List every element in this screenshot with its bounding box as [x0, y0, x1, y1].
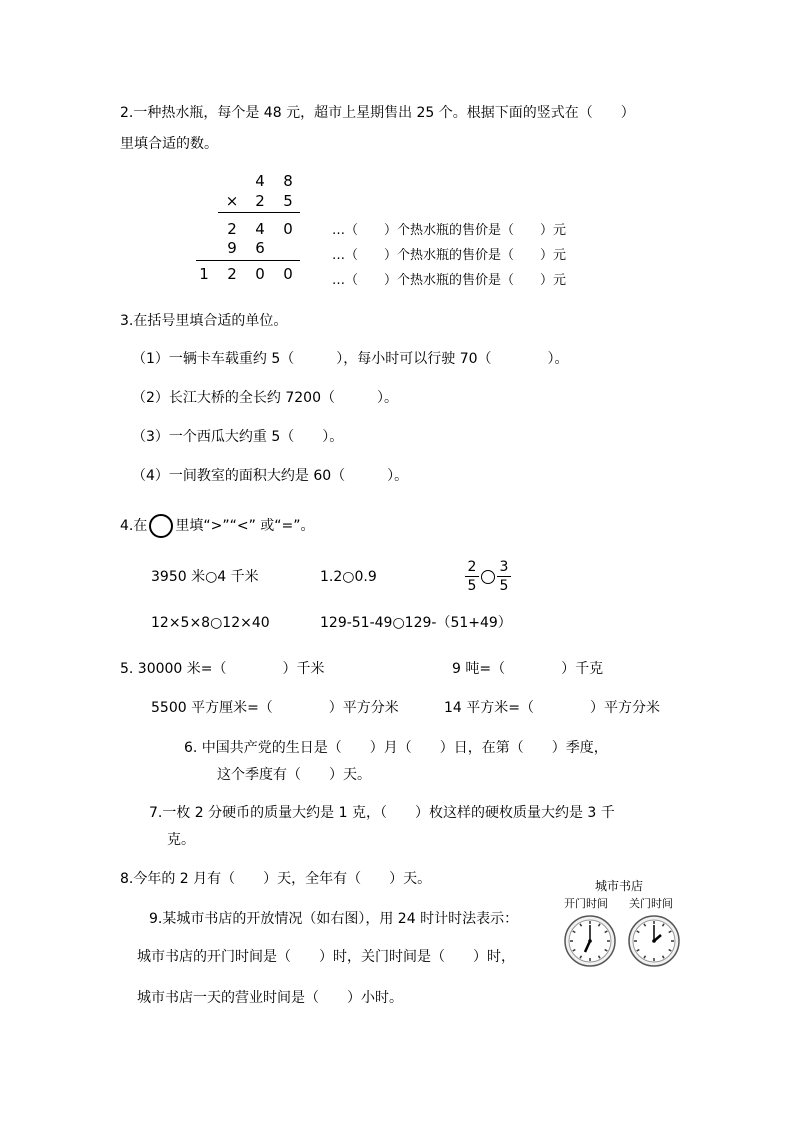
fraction-bar	[465, 576, 479, 577]
q2-note2: …（ ）个热水瓶的售价是（ ）元	[332, 248, 567, 263]
q3-item4: （4）一间教室的面积大约是 60（ ）。	[132, 468, 409, 484]
partial2-digit: 9	[227, 239, 237, 257]
q4-compare-b1: 12×5×8○12×40	[151, 615, 270, 631]
multiplier-digit: 2	[255, 192, 265, 210]
q4-compare-a2: 1.2○0.9	[320, 569, 377, 585]
result-digit: 1	[199, 265, 209, 283]
partial1-digit: 0	[283, 220, 293, 238]
q4-prefix: 4.在	[120, 518, 148, 534]
q2-line2: 里填合适的数。	[120, 136, 218, 152]
denominator: 5	[499, 578, 509, 594]
q9-line3: 城市书店一天的营业时间是（ ）小时。	[137, 990, 403, 1006]
q6-line1: 6. 中国共产党的生日是（ ）月（ ）日，在第（ ）季度，	[184, 740, 608, 756]
result-digit: 0	[283, 265, 293, 283]
q3-item3: （3）一个西瓜大约重 5（ ）。	[132, 429, 344, 445]
q5-a2: 9 吨=（ ）千克	[452, 661, 604, 677]
partial1-digit: 4	[255, 220, 265, 238]
store-title: 城市书店	[595, 879, 644, 893]
q5-b2: 14 平方米=（ ）平方分米	[444, 700, 660, 716]
q3-item2: （2）长江大桥的全长约 7200（ ）。	[132, 390, 398, 406]
compare-circle-icon[interactable]	[481, 570, 495, 584]
close-clock-icon	[627, 914, 681, 968]
q7-line1: 7.一枚 2 分硬币的质量大约是 1 克，（ ）枚这样的硬枚质量大约是 3 千	[149, 805, 615, 821]
q9-line1: 9.某城市书店的开放情况（如右图），用 24 时计时法表示：	[149, 911, 519, 927]
q4-compare-b2: 129-51-49○129-（51+49）	[320, 615, 512, 631]
q9-line2: 城市书店的开门时间是（ ）时，关门时间是（ ）时，	[137, 949, 515, 965]
fraction-right	[497, 559, 511, 594]
q2-line1: 2.一种热水瓶，每个是 48 元，超市上星期售出 25 个。根据下面的竖式在（ ）	[120, 105, 635, 121]
q6-line2: 这个季度有（ ）天。	[217, 767, 371, 783]
q2-note1: …（ ）个热水瓶的售价是（ ）元	[332, 223, 567, 238]
result-digit: 2	[227, 265, 237, 283]
multiplier-digit: 5	[283, 192, 293, 210]
partial2-digit: 6	[255, 239, 265, 257]
q2-note3: …（ ）个热水瓶的售价是（ ）元	[332, 273, 567, 288]
fraction-left	[465, 559, 479, 594]
numerator: 3	[499, 559, 509, 575]
q4-compare-a1: 3950 米○4 千米	[151, 569, 259, 585]
partial1-digit: 2	[227, 220, 237, 238]
q3-item1: （1）一辆卡车载重约 5（ ），每小时可以行驶 70（ ）。	[132, 351, 569, 367]
q4-title	[120, 513, 315, 539]
multiplicand-digit: 4	[255, 172, 265, 190]
rule-line	[196, 260, 300, 261]
q4-suffix: 里填“>”“<” 或“=”。	[175, 518, 315, 534]
numerator: 2	[467, 559, 477, 575]
fraction-bar	[497, 576, 511, 577]
close-time-label: 关门时间	[629, 897, 673, 910]
result-digit: 0	[255, 265, 265, 283]
multiplicand-digit: 8	[283, 172, 293, 190]
open-time-label: 开门时间	[564, 897, 608, 910]
rule-line	[218, 212, 300, 213]
q3-title: 3.在括号里填合适的单位。	[120, 313, 288, 329]
q5-a1: 5. 30000 米=（ ）千米	[120, 661, 325, 677]
multiply-sign: ×	[225, 192, 239, 210]
q8-line1: 8.今年的 2 月有（ ）天，全年有（ ）天。	[120, 871, 432, 887]
q7-line2: 克。	[167, 832, 195, 848]
denominator: 5	[467, 578, 477, 594]
circle-icon	[149, 514, 173, 538]
open-clock-icon	[563, 914, 617, 968]
q5-b1: 5500 平方厘米=（ ）平方分米	[151, 700, 399, 716]
